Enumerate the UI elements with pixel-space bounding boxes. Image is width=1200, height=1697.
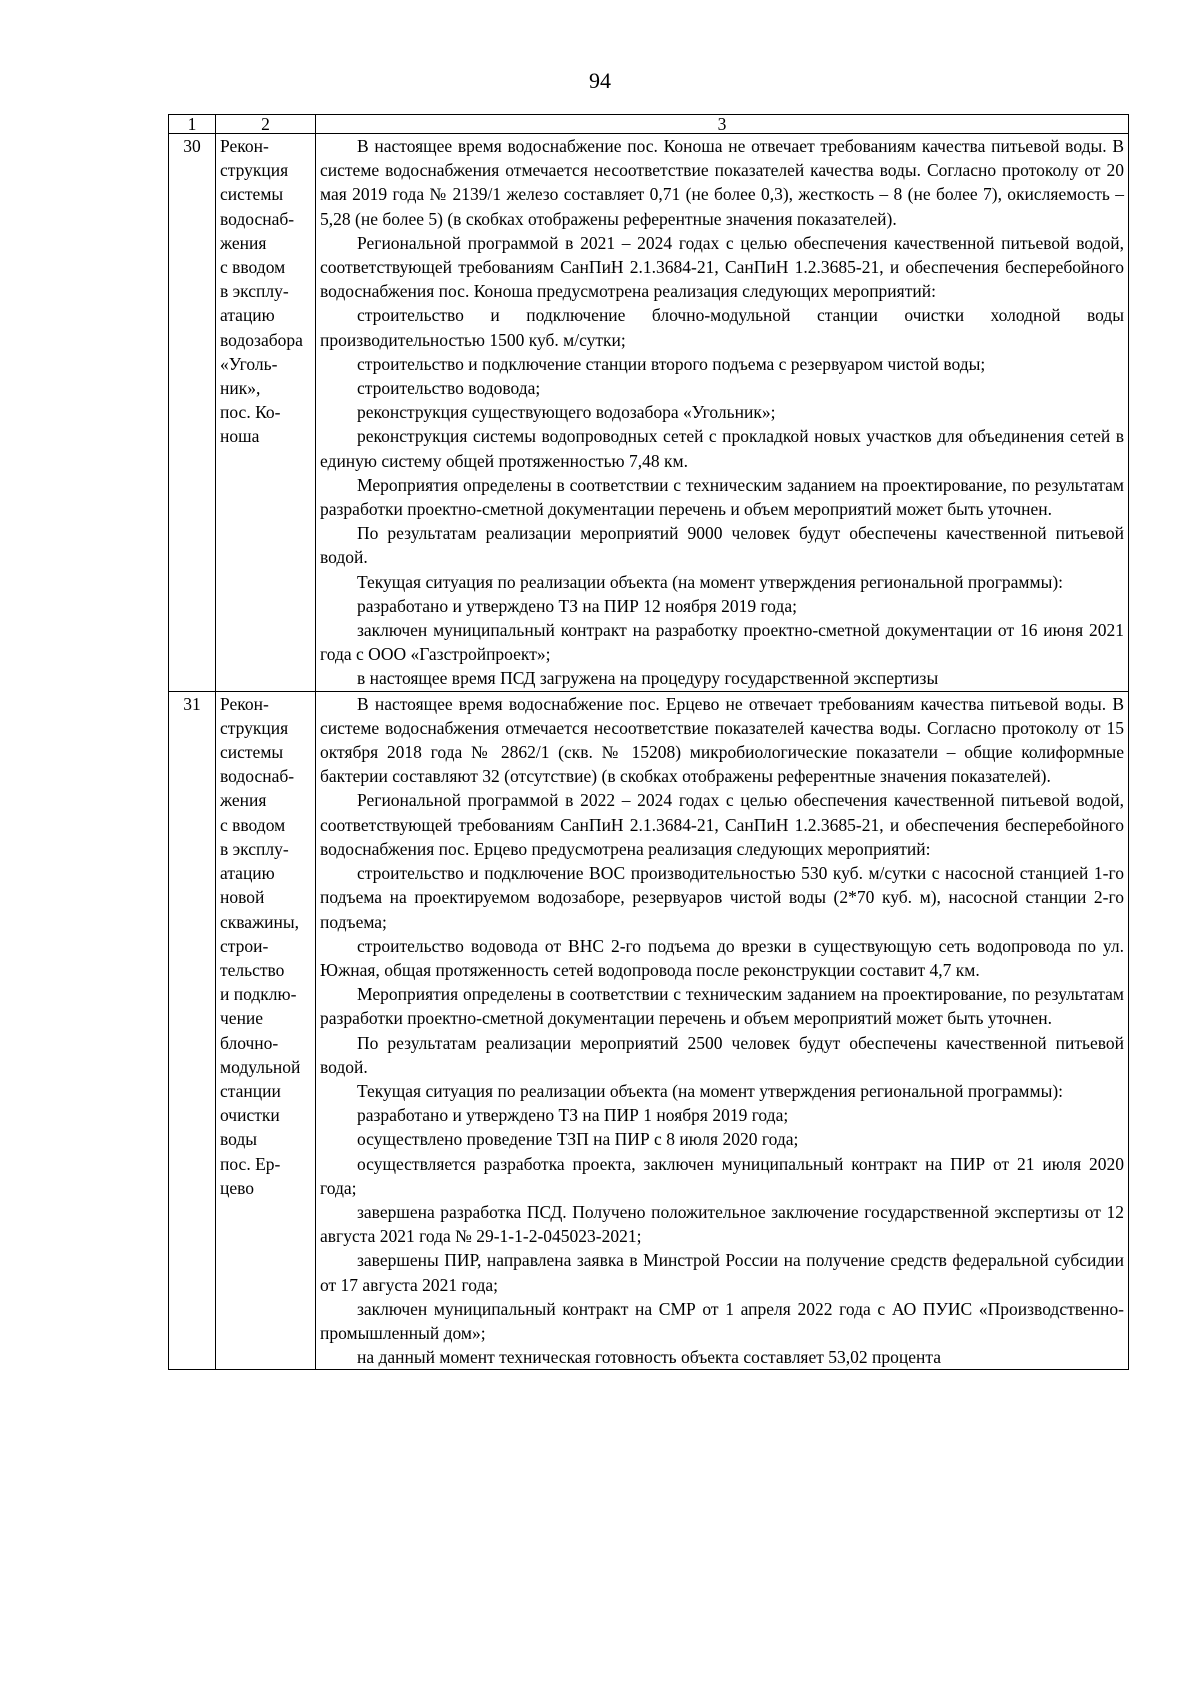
paragraph: осуществлено проведение ТЗП на ПИР с 8 июля 2020 года; (357, 1129, 799, 1150)
column-header-2: 2 (216, 115, 316, 134)
object-title (216, 134, 316, 692)
title-line: струкция (220, 160, 289, 181)
paragraph: в настоящее время ПСД загружена на процедуру государственной экспертизы (357, 668, 939, 689)
title-line: водоснаб- (220, 208, 295, 229)
title-line: тельство (220, 959, 285, 980)
title-line: струкция (220, 717, 289, 738)
title-line: в эксплу- (220, 838, 289, 859)
title-line: воды (220, 1129, 258, 1150)
column-header-3: 3 (316, 115, 1129, 134)
title-line: станции (220, 1080, 281, 1101)
title-line: скважины, (220, 911, 300, 932)
page-number: 94 (589, 68, 611, 93)
title-line: атацию (220, 305, 275, 326)
paragraph: строительство водовода; (357, 378, 541, 399)
title-line: жения (220, 232, 267, 253)
title-line: системы (220, 742, 284, 763)
paragraph: Текущая ситуация по реализации объекта (на момент утверждения региональной программы): (357, 1080, 1064, 1101)
paragraph: на данный момент техническая готовность объекта составляет 53,02 процента (357, 1347, 942, 1368)
title-line: цево (220, 1177, 255, 1198)
paragraph: Текущая ситуация по реализации объекта (на момент утверждения региональной программы): (357, 571, 1064, 592)
title-line: жения (220, 790, 267, 811)
paragraph: строительство водовода от ВНС 2-го подъема до врезки в существующую сеть водопровода по ул. Южная, общая протяженность сетей водопровода после реконструкции составит 4,7 км. (320, 935, 1124, 980)
paragraph: завершены ПИР, направлена заявка в Минстрой России на получение средств федеральной субсидии от 17 августа 2021 года; (320, 1250, 1124, 1295)
title-line: модульной (220, 1056, 301, 1077)
title-line: системы (220, 184, 284, 205)
paragraph: Региональной программой в 2021 – 2024 годах с целью обеспечения качественной питьевой водой, соответствующей требованиям СанПиН 2.1.3684-21, СанПиН 1.2.3685-21, и обеспечения бесперебойного водоснабжения пос. Коноша предусмотрена реализация следующих мероприятий: (320, 232, 1124, 302)
object-description (316, 134, 1129, 692)
row-number: 30 (169, 134, 216, 692)
title-line: с вводом (220, 257, 286, 278)
title-line: Рекон- (220, 693, 269, 714)
title-line: «Уголь- (220, 353, 278, 374)
title-line: новой (220, 887, 265, 908)
column-number-row (169, 115, 1129, 134)
title-line: ник», (220, 378, 261, 399)
column-header-1: 1 (169, 115, 216, 134)
title-line: блочно- (220, 1032, 279, 1053)
row-number: 31 (169, 691, 216, 1370)
title-line: и подклю- (220, 984, 297, 1005)
paragraph: В настоящее время водоснабжение пос. Ерцево не отвечает требованиям качества питьевой воды. В системе водоснабжения отмечается несоответствие показателей качества воды. Согласно протоколу от 15 октября 2018 года № 2862/1 (скв. № 15208) микробиологические показатели – общие колиформные бактерии составляют 32 (отсутствие) (в скобках отображены референтные значения показателей). (320, 693, 1124, 787)
title-line: пос. Ер- (220, 1153, 281, 1174)
paragraph: По результатам реализации мероприятий 2500 человек будут обеспечены качественной питьевой водой. (320, 1032, 1124, 1077)
paragraph: осуществляется разработка проекта, заключен муниципальный контракт на ПИР от 21 июля 2020 года; (320, 1153, 1124, 1198)
paragraph: В настоящее время водоснабжение пос. Коноша не отвечает требованиям качества питьевой воды. В системе водоснабжения отмечается несоответствие показателей качества воды. Согласно протоколу от 20 мая 2019 года № 2139/1 железо составляет 0,71 (не более 0,3), жесткость – 8 (не более 7), окисляемость – 5,28 (не более 5) (в скобках отображены референтные значения показателей). (320, 136, 1124, 229)
table-row (169, 134, 1129, 692)
paragraph: По результатам реализации мероприятий 9000 человек будут обеспечены качественной питьевой водой. (320, 523, 1124, 568)
title-line: ноша (220, 426, 260, 447)
title-line: Рекон- (220, 136, 269, 156)
title-line: водоснаб- (220, 766, 295, 787)
title-line: водозабора (220, 329, 303, 350)
object-description (316, 691, 1129, 1370)
paragraph: разработано и утверждено ТЗ на ПИР 1 ноября 2019 года; (357, 1105, 789, 1126)
paragraph: Мероприятия определены в соответствии с техническим заданием на проектирование, по результатам разработки проектно-сметной документации перечень и объем мероприятий может быть уточнен. (320, 984, 1124, 1029)
title-line: атацию (220, 863, 275, 884)
paragraph: строительство и подключение блочно-модульной станции очистки холодной воды производительностью 1500 куб. м/сутки; (320, 305, 1124, 350)
title-line: в эксплу- (220, 281, 289, 302)
paragraph: реконструкция системы водопроводных сетей с прокладкой новых участков для объединения сетей в единую систему общей протяженностью 7,48 км. (320, 426, 1124, 471)
paragraph: разработано и утверждено ТЗ на ПИР 12 ноября 2019 года; (357, 595, 797, 616)
paragraph: заключен муниципальный контракт на разработку проектно-сметной документации от 16 июня 2021 года с ООО «Газстройпроект»; (320, 620, 1124, 665)
paragraph: завершена разработка ПСД. Получено положительное заключение государственной экспертизы от 12 августа 2021 года № 29-1-1-2-045023-2021; (320, 1201, 1124, 1247)
object-title (216, 691, 316, 1370)
table-row (169, 691, 1129, 1370)
title-line: очистки (220, 1105, 280, 1126)
paragraph: строительство и подключение станции второго подъема с резервуаром чистой воды; (357, 353, 986, 374)
program-table (168, 114, 1129, 1370)
title-line: пос. Ко- (220, 402, 281, 423)
title-line: с вводом (220, 814, 286, 835)
paragraph: Мероприятия определены в соответствии с техническим заданием на проектирование, по результатам разработки проектно-сметной документации перечень и объем мероприятий может быть уточнен. (320, 474, 1124, 520)
paragraph: Региональной программой в 2022 – 2024 годах с целью обеспечения качественной питьевой водой, соответствующей требованиям СанПиН 2.1.3684-21, СанПиН 1.2.3685-21, и обеспечения бесперебойного водоснабжения пос. Ерцево предусмотрена реализация следующих мероприятий: (320, 790, 1124, 859)
title-line: чение (220, 1008, 264, 1029)
title-line: строи- (220, 935, 269, 956)
paragraph: реконструкция существующего водозабора «Угольник»; (357, 402, 776, 423)
paragraph: заключен муниципальный контракт на СМР от 1 апреля 2022 года с АО ПУИС «Производственно-промышленный дом»; (320, 1298, 1124, 1343)
paragraph: строительство и подключение ВОС производительностью 530 куб. м/сутки с насосной станцией 1-го подъема на проектируемом водозаборе, резервуаров чистой воды (2*70 куб. м), насосной станции 2-го подъема; (320, 863, 1124, 932)
